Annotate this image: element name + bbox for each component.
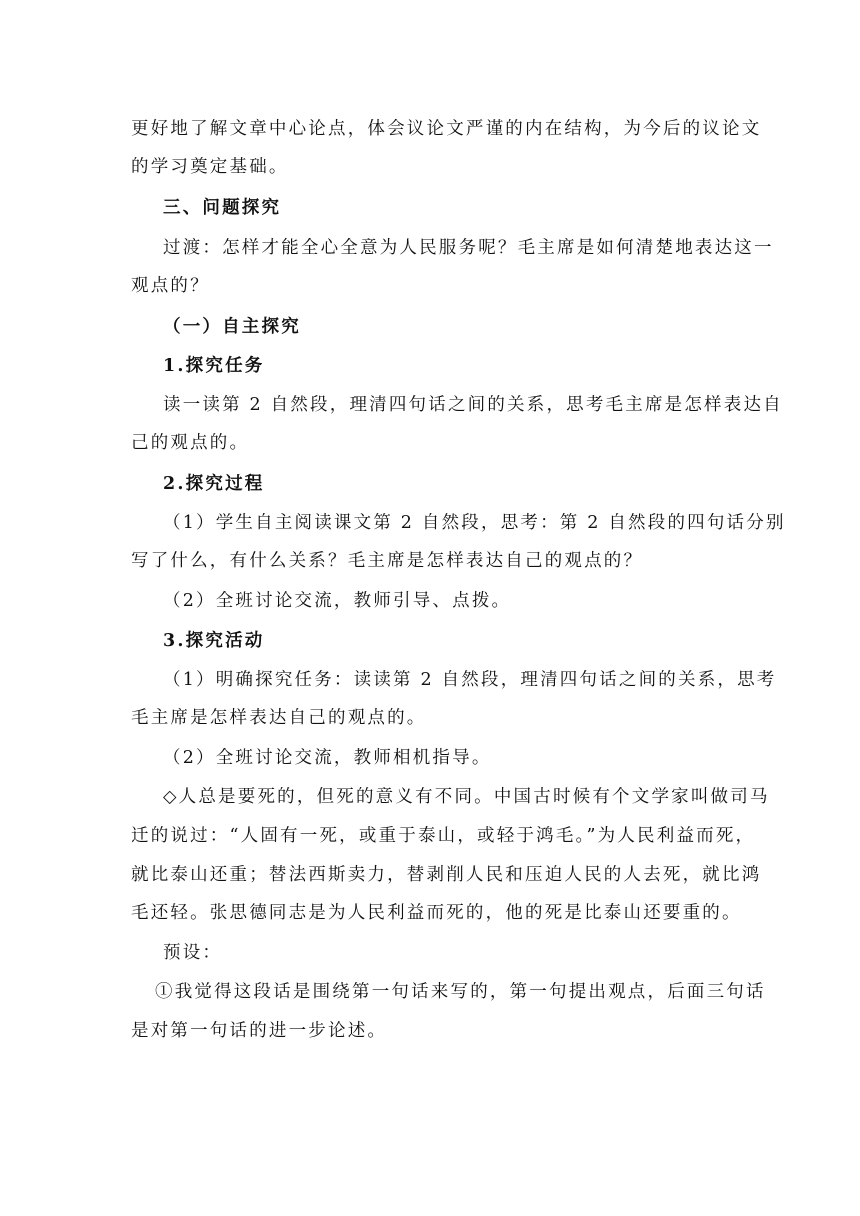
paragraph-line: （2）全班讨论交流，教师相机指导。: [163, 748, 492, 768]
quote-line: 就比泰山还重；替法西斯卖力，替剥削人民和压迫人民的人去死，就比鸿: [131, 865, 762, 885]
section-heading: 三、问题探究: [163, 198, 282, 218]
subsection-heading: 2.探究过程: [163, 474, 265, 494]
paragraph-line: （2）全班讨论交流，教师引导、点拨。: [163, 591, 512, 611]
paragraph-line: 己的观点的。: [131, 433, 250, 453]
subsection-heading: （一）自主探究: [163, 317, 301, 337]
subsection-heading: 1.探究任务: [163, 356, 265, 376]
quote-line: ◇人总是要死的，但死的意义有不同。中国古时候有个文学家叫做司马: [163, 787, 770, 807]
quote-line: 毛还轻。张思德同志是为人民利益而死的，他的死是比泰山还要重的。: [131, 903, 742, 923]
paragraph-line: ①我觉得这段话是围绕第一句话来写的，第一句提出观点，后面三句话: [155, 982, 766, 1002]
paragraph-line: 毛主席是怎样表达自己的观点的。: [131, 708, 427, 728]
paragraph-line: 读一读第 2 自然段，理清四句话之间的关系，思考毛主席是怎样表达自: [163, 395, 783, 415]
quote-line: 迁的说过：“人固有一死，或重于泰山，或轻于鸿毛。”为人民利益而死，: [131, 826, 756, 846]
paragraph-line: 写了什么，有什么关系？毛主席是怎样表达自己的观点的？: [131, 551, 644, 571]
paragraph-line: 观点的？: [131, 276, 210, 296]
paragraph-line: 过渡：怎样才能全心全意为人民服务呢？毛主席是如何清楚地表达这一: [163, 238, 774, 258]
subsection-heading: 3.探究活动: [163, 631, 265, 651]
paragraph-line: （1）学生自主阅读课文第 2 自然段，思考：第 2 自然段的四句话分别: [163, 513, 786, 533]
paragraph-line: 是对第一句话的进一步论述。: [131, 1021, 388, 1041]
paragraph-line: （1）明确探究任务：读读第 2 自然段，理清四句话之间的关系，思考: [163, 670, 777, 690]
paragraph-line: 预设：: [163, 943, 223, 963]
paragraph-line: 的学习奠定基础。: [131, 157, 289, 177]
paragraph-line: 更好地了解文章中心论点，体会议论文严谨的内在结构，为今后的议论文: [131, 119, 762, 139]
